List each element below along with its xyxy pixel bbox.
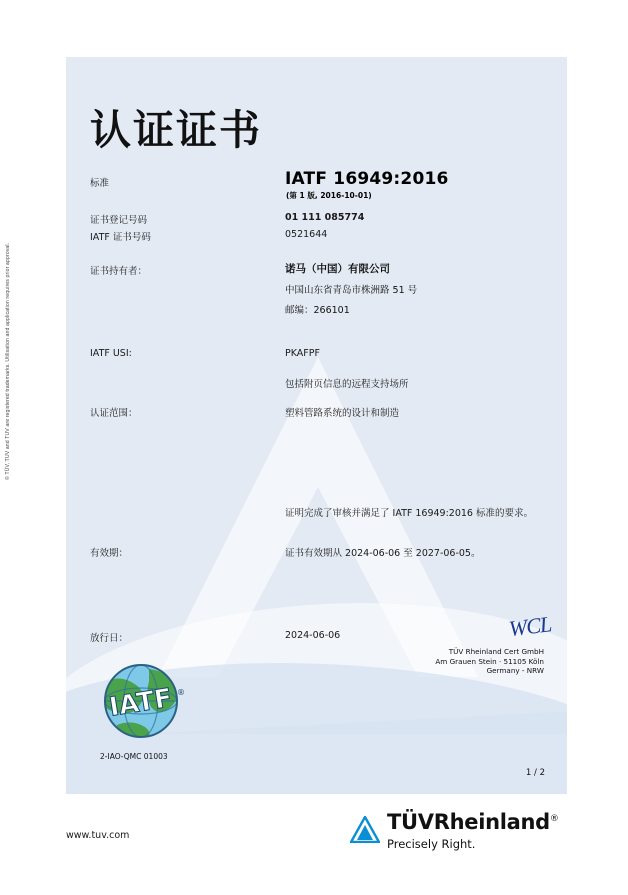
- iatf-cert-no-label: IATF 证书号码: [90, 232, 151, 243]
- iatf-usi-value: PKAFPF: [285, 348, 320, 359]
- svg-text:®: ®: [177, 688, 185, 697]
- holder-label: 证书持有者：: [90, 266, 148, 277]
- issuer-org-line1: TÜV Rheinland Cert GmbH: [448, 647, 544, 656]
- tuv-slogan: Precisely Right.: [387, 837, 476, 851]
- validity-label: 有效期：: [90, 548, 129, 559]
- issuer-organization: [435, 647, 544, 676]
- holder-address-line1: 中国山东省青岛市株洲路 51 号: [285, 285, 418, 296]
- tuv-brand-name: TÜVRheinland: [387, 810, 550, 834]
- registered-trademark-icon: ®: [549, 814, 559, 824]
- iatf-cert-no-value: 0521644: [285, 229, 328, 240]
- iatf-usi-note: 包括附页信息的远程支持场所: [285, 379, 409, 390]
- holder-address-line2: 邮编：266101: [285, 305, 350, 316]
- iatf-usi-label: IATF USI:: [90, 348, 132, 359]
- standard-edition: (第 1 版, 2016-10-01): [286, 191, 372, 200]
- scope-value: 塑料管路系统的设计和制造: [285, 408, 400, 419]
- page-number: 1 / 2: [525, 768, 545, 778]
- signature-mark: WCL: [507, 611, 553, 642]
- registration-label: 证书登记号码: [90, 215, 148, 226]
- iatf-globe-logo-icon: [97, 655, 189, 747]
- tuv-rheinland-logo: [350, 812, 559, 851]
- issue-date-value: 2024-06-06: [285, 630, 341, 641]
- certificate-panel: [66, 57, 567, 794]
- footer-url[interactable]: www.tuv.com: [66, 830, 130, 841]
- side-legal-text: © TÜV, TUV and TUV are registered trademarks. Utilisation and application requires prior approval.: [5, 242, 11, 480]
- validity-value: 证书有效期从 2024-06-06 至 2027-06-05。: [285, 548, 481, 559]
- issue-date-label: 放行日：: [90, 633, 129, 644]
- registration-value: 01 111 085774: [285, 212, 365, 223]
- issuer-org-line3: Germany - NRW: [486, 666, 544, 675]
- scope-label: 认证范围：: [90, 408, 138, 419]
- tuv-triangle-icon: [350, 816, 380, 848]
- compliance-statement: 证明完成了审核并满足了 IATF 16949:2016 标准的要求。: [285, 508, 533, 519]
- standard-name: IATF 16949:2016: [285, 169, 449, 189]
- certificate-title: 认证证书: [90, 106, 262, 154]
- holder-name: 诺马（中国）有限公司: [285, 263, 390, 275]
- svg-text:IATF: IATF: [107, 683, 175, 723]
- standard-label: 标准: [90, 178, 110, 189]
- issuer-org-line2: Am Grauen Stein · 51105 Köln: [435, 656, 544, 666]
- document-code: 2-IAO-QMC 01003: [100, 752, 168, 761]
